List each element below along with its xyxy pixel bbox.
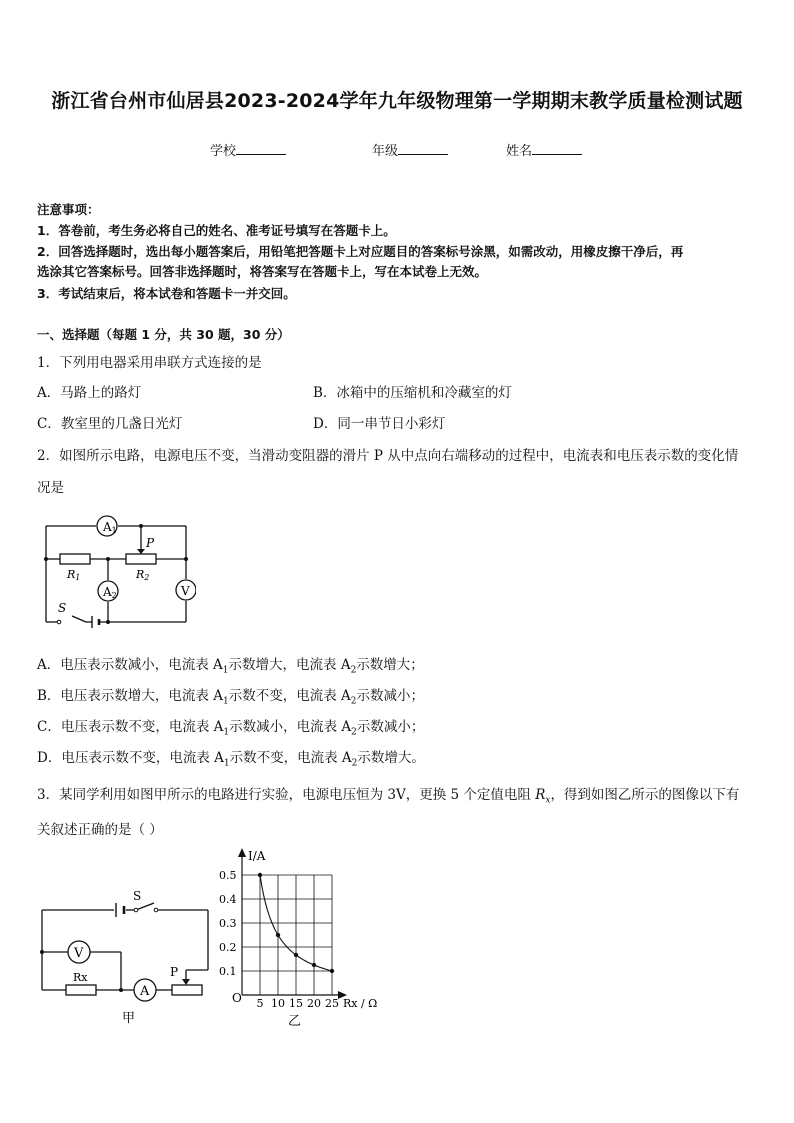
- notes-line-2b: 选涂其它答案标号。回答非选择题时，将答案写在答题卡上，写在本试卷上无效。: [37, 264, 488, 279]
- grade-label: 年级: [372, 144, 399, 159]
- notes-heading: 注意事项：: [37, 202, 100, 217]
- q3-stem-line-1: 3．某同学利用如图甲所示的电路进行实验，电源电压恒为 3V，更换 5 个定值电阻 $R_x$，得到如图乙所示的图像以下有: [37, 787, 740, 806]
- p-label: P: [170, 965, 179, 979]
- data-point: [330, 969, 334, 973]
- notes-line-3: 3．考试结束后，将本试卷和答题卡一并交回。: [37, 286, 296, 301]
- origin-label: O: [232, 991, 242, 1005]
- q2-option-a[interactable]: A．电压表示数减小，电流表 $A_1$示数增大，电流表 $A_2$示数增大；: [37, 657, 424, 676]
- r2-label: R2: [136, 568, 150, 582]
- grade-field: [372, 140, 448, 159]
- q3-current-resistance-graph: [216, 845, 384, 1031]
- y-tick-label: 0.1: [219, 965, 237, 978]
- name-field: [506, 140, 582, 159]
- y-tick-label: 0.2: [219, 941, 237, 954]
- q1-stem: 1．下列用电器采用串联方式连接的是: [37, 355, 262, 371]
- school-blank[interactable]: [236, 141, 286, 155]
- y-axis-label: I/A: [248, 849, 266, 863]
- figure-caption-yi: 乙: [288, 1014, 302, 1029]
- y-tick-label: 0.3: [219, 917, 237, 930]
- x-axis-label: Rx / Ω: [343, 997, 378, 1010]
- a1-label: A1: [103, 520, 117, 535]
- school-field: [210, 140, 286, 159]
- data-point: [294, 953, 298, 957]
- p-label: P: [146, 536, 155, 550]
- y-tick-label: 0.5: [219, 869, 237, 882]
- s-label: S: [133, 889, 142, 903]
- section-heading: 一、选择题（每题 1 分，共 30 题，30 分）: [37, 327, 290, 342]
- q3-circuit-diagram: [36, 886, 216, 1031]
- r1-label: R1: [67, 568, 81, 582]
- q2-option-d[interactable]: D．电压表示数不变，电流表 $A_1$示数不变，电流表 $A_2$示数增大。: [37, 750, 425, 769]
- q3-stem-line-2: 关叙述正确的是（ ）: [37, 822, 163, 838]
- s-label: S: [58, 601, 67, 615]
- a-label: A: [140, 984, 150, 999]
- chart-grid: [242, 875, 332, 995]
- q1-option-b[interactable]: B．冰箱中的压缩机和冷藏室的灯: [313, 385, 512, 401]
- v-label: V: [74, 946, 84, 961]
- x-tick-label: 15: [289, 997, 303, 1010]
- v-label: V: [181, 584, 190, 598]
- data-point: [276, 933, 280, 937]
- name-blank[interactable]: [532, 141, 582, 155]
- x-tick-label: 20: [307, 997, 321, 1010]
- rx-label: Rx: [73, 971, 88, 984]
- q1-option-d[interactable]: D．同一串节日小彩灯: [313, 416, 446, 432]
- q2-circuit-diagram: [36, 512, 196, 632]
- q2-stem-line-1: 2．如图所示电路，电源电压不变，当滑动变阻器的滑片 P 从中点向右端移动的过程中，电流表和电压表示数的变化情: [37, 448, 739, 464]
- y-axis-arrow: [238, 848, 246, 857]
- q1-option-a[interactable]: A．马路上的路灯: [37, 385, 142, 401]
- figure-caption-jia: 甲: [122, 1011, 136, 1026]
- x-tick-label: 25: [325, 997, 339, 1010]
- notes-line-2a: 2．回答选择题时，选出每小题答案后，用铅笔把答题卡上对应题目的答案标号涂黑，如需改动，用橡皮擦干净后，再: [37, 244, 684, 259]
- name-label: 姓名: [506, 144, 533, 159]
- page-title: 浙江省台州市仙居县2023-2024学年九年级物理第一学期期末教学质量检测试题: [51, 90, 743, 112]
- q2-option-b[interactable]: B．电压表示数增大，电流表 $A_1$示数不变，电流表 $A_2$示数减小；: [37, 688, 424, 707]
- q1-option-c[interactable]: C．教室里的几盏日光灯: [37, 416, 183, 432]
- notes-line-1: 1．答卷前，考生务必将自己的姓名、准考证号填写在答题卡上。: [37, 223, 396, 238]
- a2-label: A2: [103, 585, 117, 600]
- data-point: [258, 873, 262, 877]
- school-label: 学校: [210, 144, 237, 159]
- data-point: [312, 963, 316, 967]
- grade-blank[interactable]: [398, 141, 448, 155]
- x-tick-label: 10: [271, 997, 285, 1010]
- y-tick-label: 0.4: [219, 893, 237, 906]
- x-tick-label: 5: [256, 997, 264, 1010]
- q2-option-c[interactable]: C．电压表示数不变，电流表 $A_1$示数减小，电流表 $A_2$示数减小；: [37, 719, 425, 738]
- q2-stem-line-2: 况是: [37, 480, 64, 496]
